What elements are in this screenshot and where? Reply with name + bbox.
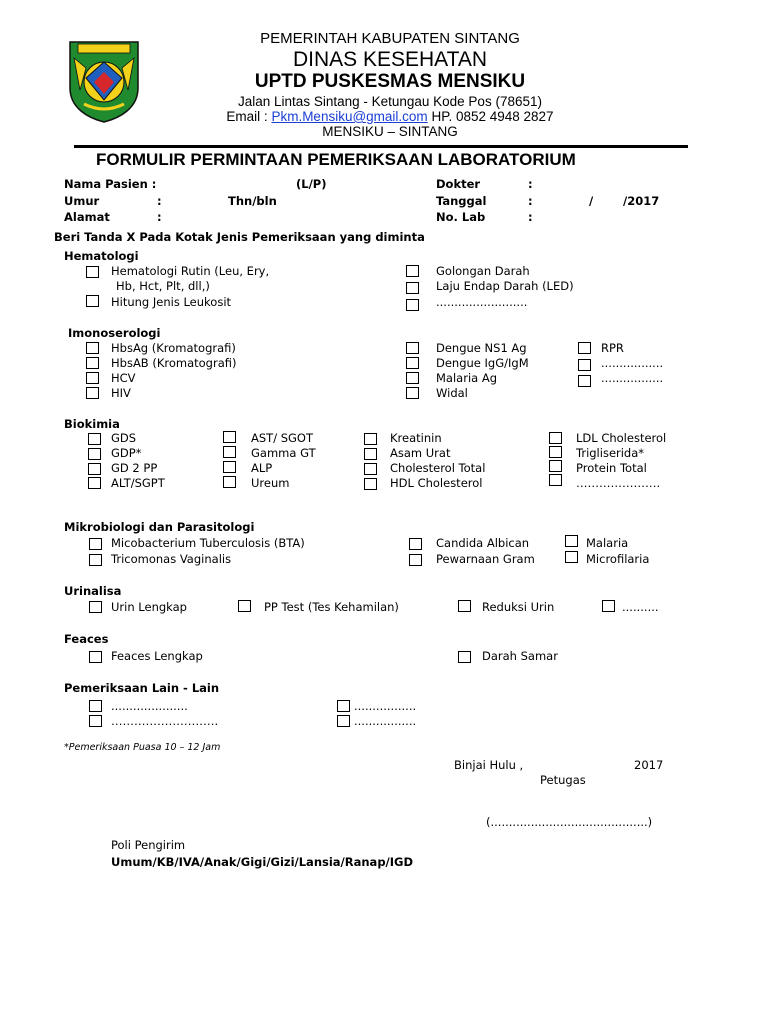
tanggal-colon: : <box>528 194 533 208</box>
nolab-label: No. Lab <box>436 210 486 224</box>
label-hematologi-rutin: Hematologi Rutin (Leu, Ery, <box>111 264 270 278</box>
label-trigliserida: Trigliserida* <box>576 446 645 460</box>
checkbox-cholesterol-total[interactable] <box>364 463 377 475</box>
label-lain-3: ................. <box>354 699 417 713</box>
section-urinalisa: Urinalisa <box>64 584 122 598</box>
label-microfilaria: Microfilaria <box>586 552 650 566</box>
label-ast: AST/ SGOT <box>251 431 314 445</box>
header-contact <box>160 109 620 124</box>
label-bta: Micobacterium Tuberculosis (BTA) <box>111 536 305 550</box>
checkbox-protein-total[interactable] <box>549 460 562 472</box>
section-hematologi: Hematologi <box>64 249 139 263</box>
dokter-colon: : <box>528 177 533 191</box>
label-widal: Widal <box>436 386 468 400</box>
checkbox-hematologi-rutin[interactable] <box>86 266 99 278</box>
checkbox-led[interactable] <box>406 282 419 294</box>
label-cholesterol-total: Cholesterol Total <box>390 461 486 475</box>
phone-text: HP. 0852 4948 2827 <box>431 109 554 124</box>
checkbox-malaria-ag[interactable] <box>406 372 419 384</box>
checkbox-hbsab[interactable] <box>86 357 99 369</box>
checkbox-ast[interactable] <box>223 431 236 443</box>
label-hcv: HCV <box>111 371 136 385</box>
poli-options: Umum/KB/IVA/Anak/Gigi/Gizi/Lansia/Ranap/IGD <box>111 855 414 869</box>
checkbox-golongan-darah[interactable] <box>406 265 419 277</box>
label-pewarnaan-gram: Pewarnaan Gram <box>436 552 535 566</box>
email-label: Email : <box>226 109 268 124</box>
label-candida: Candida Albican <box>436 536 530 550</box>
label-gds: GDS <box>111 431 137 445</box>
header-department: DINAS KESEHATAN <box>292 48 488 71</box>
checkbox-pp-test[interactable] <box>238 600 251 612</box>
label-gd2pp: GD 2 PP <box>111 461 158 475</box>
alamat-label: Alamat <box>64 210 110 224</box>
tanggal-label: Tanggal <box>436 194 487 208</box>
section-imonoserologi: Imonoserologi <box>68 326 161 340</box>
checkbox-imono-other-2[interactable] <box>578 375 591 387</box>
section-feaces: Feaces <box>64 632 109 646</box>
header-puskesmas: UPTD PUSKESMAS MENSIKU <box>254 71 526 92</box>
label-pp-test: PP Test (Tes Kehamilan) <box>264 600 399 614</box>
label-rpr: RPR <box>601 341 624 355</box>
label-ldl: LDL Cholesterol <box>576 431 667 445</box>
checkbox-lain-3[interactable] <box>337 700 350 712</box>
checkbox-ureum[interactable] <box>223 476 236 488</box>
checkbox-gdp[interactable] <box>88 448 101 460</box>
checkbox-hiv[interactable] <box>86 387 99 399</box>
label-led: Laju Endap Darah (LED) <box>436 279 574 293</box>
label-lain-1: ..................... <box>111 699 188 713</box>
label-imono-other-2: ................. <box>601 371 664 385</box>
checkbox-hcv[interactable] <box>86 372 99 384</box>
umur-colon: : <box>157 194 162 208</box>
checkbox-widal[interactable] <box>406 387 419 399</box>
sign-petugas: Petugas <box>540 773 586 787</box>
label-hematologi-other: ......................... <box>436 295 528 309</box>
tanggal-year: /2017 <box>623 194 660 208</box>
label-tricomonas: Tricomonas Vaginalis <box>111 552 232 566</box>
checkbox-biokimia-other[interactable] <box>549 474 562 486</box>
sign-line: (...........................................) <box>486 815 653 829</box>
checkbox-kreatinin[interactable] <box>364 433 377 445</box>
checkbox-dengue-igg[interactable] <box>406 357 419 369</box>
checkbox-reduksi-urin[interactable] <box>458 600 471 612</box>
label-dengue-ns1: Dengue NS1 Ag <box>436 341 527 355</box>
nolab-colon: : <box>528 210 533 224</box>
email-link[interactable]: Pkm.Mensiku@gmail.com <box>271 109 428 124</box>
section-mikrobiologi: Mikrobiologi dan Parasitologi <box>64 520 255 534</box>
checkbox-imono-other-1[interactable] <box>578 359 591 371</box>
label-hbsag: HbsAg (Kromatografi) <box>111 341 236 355</box>
poli-label: Poli Pengirim <box>111 838 186 852</box>
checkbox-alp[interactable] <box>223 461 236 473</box>
lp-label: (L/P) <box>296 177 327 191</box>
checkbox-microfilaria[interactable] <box>565 551 578 563</box>
checkbox-gamma-gt[interactable] <box>223 446 236 458</box>
label-imono-other-1: ................. <box>601 356 664 370</box>
checkbox-hdl[interactable] <box>364 478 377 490</box>
checkbox-lain-2[interactable] <box>89 715 102 727</box>
label-golongan-darah: Golongan Darah <box>436 264 530 278</box>
umur-label: Umur <box>64 194 100 208</box>
sign-place: Binjai Hulu , <box>454 758 524 772</box>
label-hematologi-rutin-2: Hb, Hct, Plt, dll,) <box>116 279 210 293</box>
checkbox-hbsag[interactable] <box>86 342 99 354</box>
label-alp: ALP <box>251 461 273 475</box>
footnote-puasa: *Pemeriksaan Puasa 10 – 12 Jam <box>64 742 221 753</box>
checkbox-dengue-ns1[interactable] <box>406 342 419 354</box>
checkbox-candida[interactable] <box>409 538 422 550</box>
checkbox-gds[interactable] <box>88 433 101 445</box>
checkbox-tricomonas[interactable] <box>89 554 102 566</box>
district-logo <box>64 38 144 124</box>
label-reduksi-urin: Reduksi Urin <box>482 600 555 614</box>
checkbox-darah-samar[interactable] <box>458 651 471 663</box>
label-malaria-ag: Malaria Ag <box>436 371 498 385</box>
checkbox-lain-1[interactable] <box>89 700 102 712</box>
section-biokimia: Biokimia <box>64 417 120 431</box>
label-darah-samar: Darah Samar <box>482 649 558 663</box>
label-kreatinin: Kreatinin <box>390 431 442 445</box>
checkbox-trigliserida[interactable] <box>549 446 562 458</box>
checkbox-alt[interactable] <box>88 477 101 489</box>
checkbox-gd2pp[interactable] <box>88 463 101 475</box>
label-urinalisa-other: .......... <box>622 600 659 614</box>
checkbox-feaces-lengkap[interactable] <box>89 651 102 663</box>
tanggal-slash: / <box>589 194 594 208</box>
header-location: MENSIKU – SINTANG <box>322 124 458 139</box>
label-dengue-igg: Dengue IgG/IgM <box>436 356 529 370</box>
label-hiv: HIV <box>111 386 131 400</box>
checkbox-urin-lengkap[interactable] <box>89 601 102 613</box>
checkbox-hematologi-other[interactable] <box>406 299 419 311</box>
checkbox-hitung-jenis[interactable] <box>86 295 99 307</box>
instruction-text: Beri Tanda X Pada Kotak Jenis Pemeriksaan yang diminta <box>54 230 425 244</box>
label-ureum: Ureum <box>251 476 290 490</box>
label-gamma-gt: Gamma GT <box>251 446 316 460</box>
label-lain-4: ................. <box>354 714 417 728</box>
alamat-colon: : <box>157 210 162 224</box>
checkbox-ldl[interactable] <box>549 432 562 444</box>
label-hitung-jenis: Hitung Jenis Leukosit <box>111 295 232 309</box>
form-title: FORMULIR PERMINTAAN PEMERIKSAAN LABORATORIUM <box>96 150 576 169</box>
label-asam-urat: Asam Urat <box>390 446 451 460</box>
nama-label: Nama Pasien : <box>64 177 157 191</box>
header-government: PEMERINTAH KABUPATEN SINTANG <box>260 30 520 47</box>
header-address: Jalan Lintas Sintang - Ketungau Kode Pos (78651) <box>238 94 542 109</box>
checkbox-pewarnaan-gram[interactable] <box>409 554 422 566</box>
checkbox-lain-4[interactable] <box>337 715 350 727</box>
thnbln-label: Thn/bln <box>228 194 277 208</box>
label-feaces-lengkap: Feaces Lengkap <box>111 649 203 663</box>
checkbox-malaria[interactable] <box>565 535 578 547</box>
label-alt: ALT/SGPT <box>111 476 165 490</box>
label-biokimia-other: …………………. <box>576 476 661 490</box>
section-lain: Pemeriksaan Lain - Lain <box>64 681 220 695</box>
label-lain-2: ………………………. <box>111 714 219 728</box>
checkbox-urinalisa-other[interactable] <box>602 600 615 612</box>
sign-year: 2017 <box>634 758 664 772</box>
label-malaria: Malaria <box>586 536 629 550</box>
dokter-label: Dokter <box>436 177 481 191</box>
label-gdp: GDP* <box>111 446 142 460</box>
label-urin-lengkap: Urin Lengkap <box>111 600 187 614</box>
checkbox-asam-urat[interactable] <box>364 448 377 460</box>
checkbox-rpr[interactable] <box>578 342 591 354</box>
label-hbsab: HbsAB (Kromatografi) <box>111 356 237 370</box>
checkbox-bta[interactable] <box>89 538 102 550</box>
header-divider <box>74 145 688 148</box>
label-hdl: HDL Cholesterol <box>390 476 483 490</box>
label-protein-total: Protein Total <box>576 461 647 475</box>
